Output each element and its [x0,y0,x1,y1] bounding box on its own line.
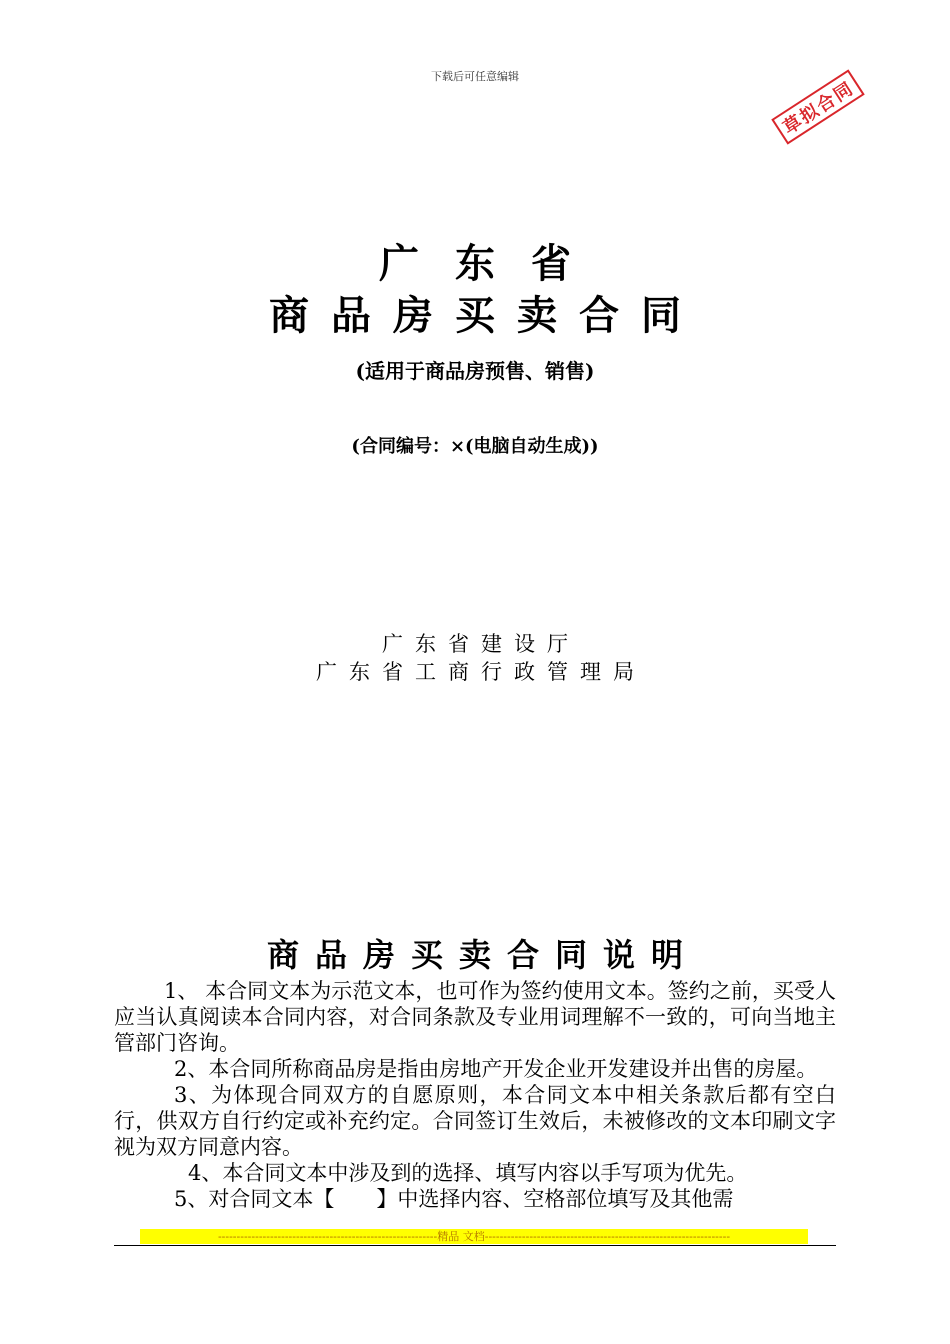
title-province: 广东省 [379,240,607,287]
instruction-paragraph-3: 3、为体现合同双方的自愿原则，本合同文本中相关条款后都有空白行，供双方自行约定或补充约定。合同签订生效后，未被修改的文本印刷文字视为双方同意内容。 [114,1083,836,1159]
subtitle: (适用于商品房预售、销售) [355,359,595,383]
contract-number: (合同编号：×(电脑自动生成)) [351,436,599,457]
footer-divider [114,1245,836,1246]
instructions-heading: 商品房买卖合同说明 [266,936,699,974]
issuer-construction-dept: 广东省建设厅 [382,632,580,656]
issuer-commerce-bureau: 广东省工商行政管理局 [316,660,646,684]
instruction-paragraph-4: 4、本合同文本中涉及到的选择、填写内容以手写项为优先。 [188,1161,748,1185]
footer-highlight: -----------------------------------------------------------精品 文档------------------------------------------------------------------ [140,1229,808,1244]
instruction-paragraph-1: 1、 本合同文本为示范文本，也可作为签约使用文本。签约之前，买受人应当认真阅读本合同内容，对合同条款及专业用词理解不一致的，可向当地主管部门咨询。 [114,979,836,1055]
top-note: 下载后可任意编辑 [431,70,519,83]
title-contract: 商品房买卖合同 [269,292,703,339]
draft-stamp: 草拟合同 [771,69,864,144]
instructions-body [114,978,836,1212]
instruction-paragraph-5: 5、对合同文本【 】中选择内容、空格部位填写及其他需 [174,1187,734,1211]
instruction-paragraph-2: 2、本合同所称商品房是指由房地产开发企业开发建设并出售的房屋。 [174,1057,818,1081]
